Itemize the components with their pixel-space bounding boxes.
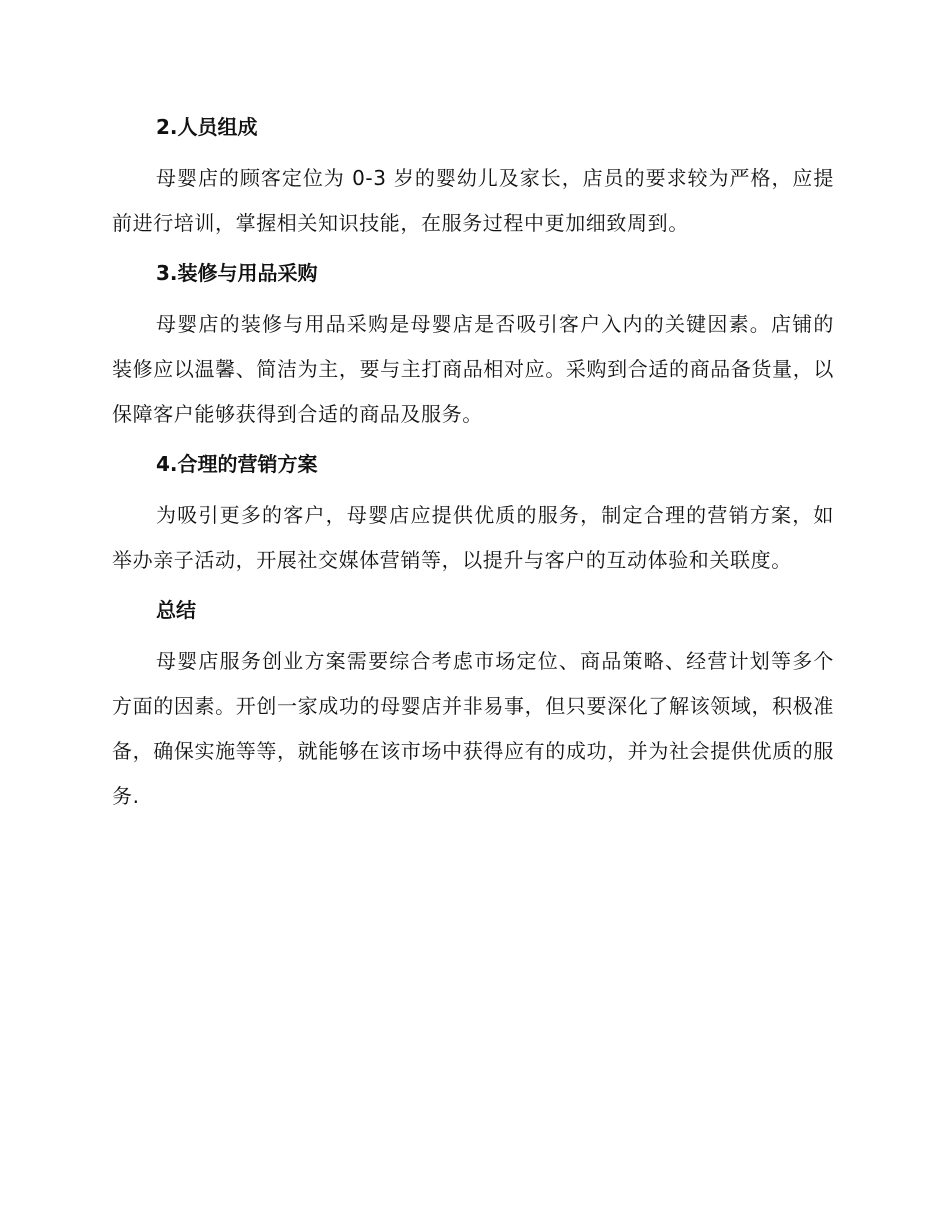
section-paragraph-marketing-plan: 为吸引更多的客户，母婴店应提供优质的服务，制定合理的营销方案，如举办亲子活动，开展社交媒体营销等，以提升与客户的互动体验和关联度。 xyxy=(112,503,834,572)
section-heading-marketing-plan: 4.合理的营销方案 xyxy=(156,452,318,476)
section-heading-staffing: 2.人员组成 xyxy=(156,115,258,139)
document-page xyxy=(112,112,834,819)
section-paragraph-decoration-procurement: 母婴店的装修与用品采购是母婴店是否吸引客户入内的关键因素。店铺的装修应以温馨、简洁为主，要与主打商品相对应。采购到合适的商品备货量，以保障客户能够获得到合适的商品及服务。 xyxy=(112,312,834,426)
section-paragraph-summary: 母婴店服务创业方案需要综合考虑市场定位、商品策略、经营计划等多个方面的因素。开创一家成功的母婴店并非易事，但只要深化了解该领域，积极准备，确保实施等等，就能够在该市场中获得应有的成功，并为社会提供优质的服务. xyxy=(112,649,834,808)
section-paragraph-staffing: 母婴店的顾客定位为 0-3 岁的婴幼儿及家长，店员的要求较为严格，应提前进行培训，掌握相关知识技能，在服务过程中更加细致周到。 xyxy=(112,166,834,235)
section-heading-summary: 总结 xyxy=(156,598,196,622)
section-heading-decoration-procurement: 3.装修与用品采购 xyxy=(156,261,318,285)
